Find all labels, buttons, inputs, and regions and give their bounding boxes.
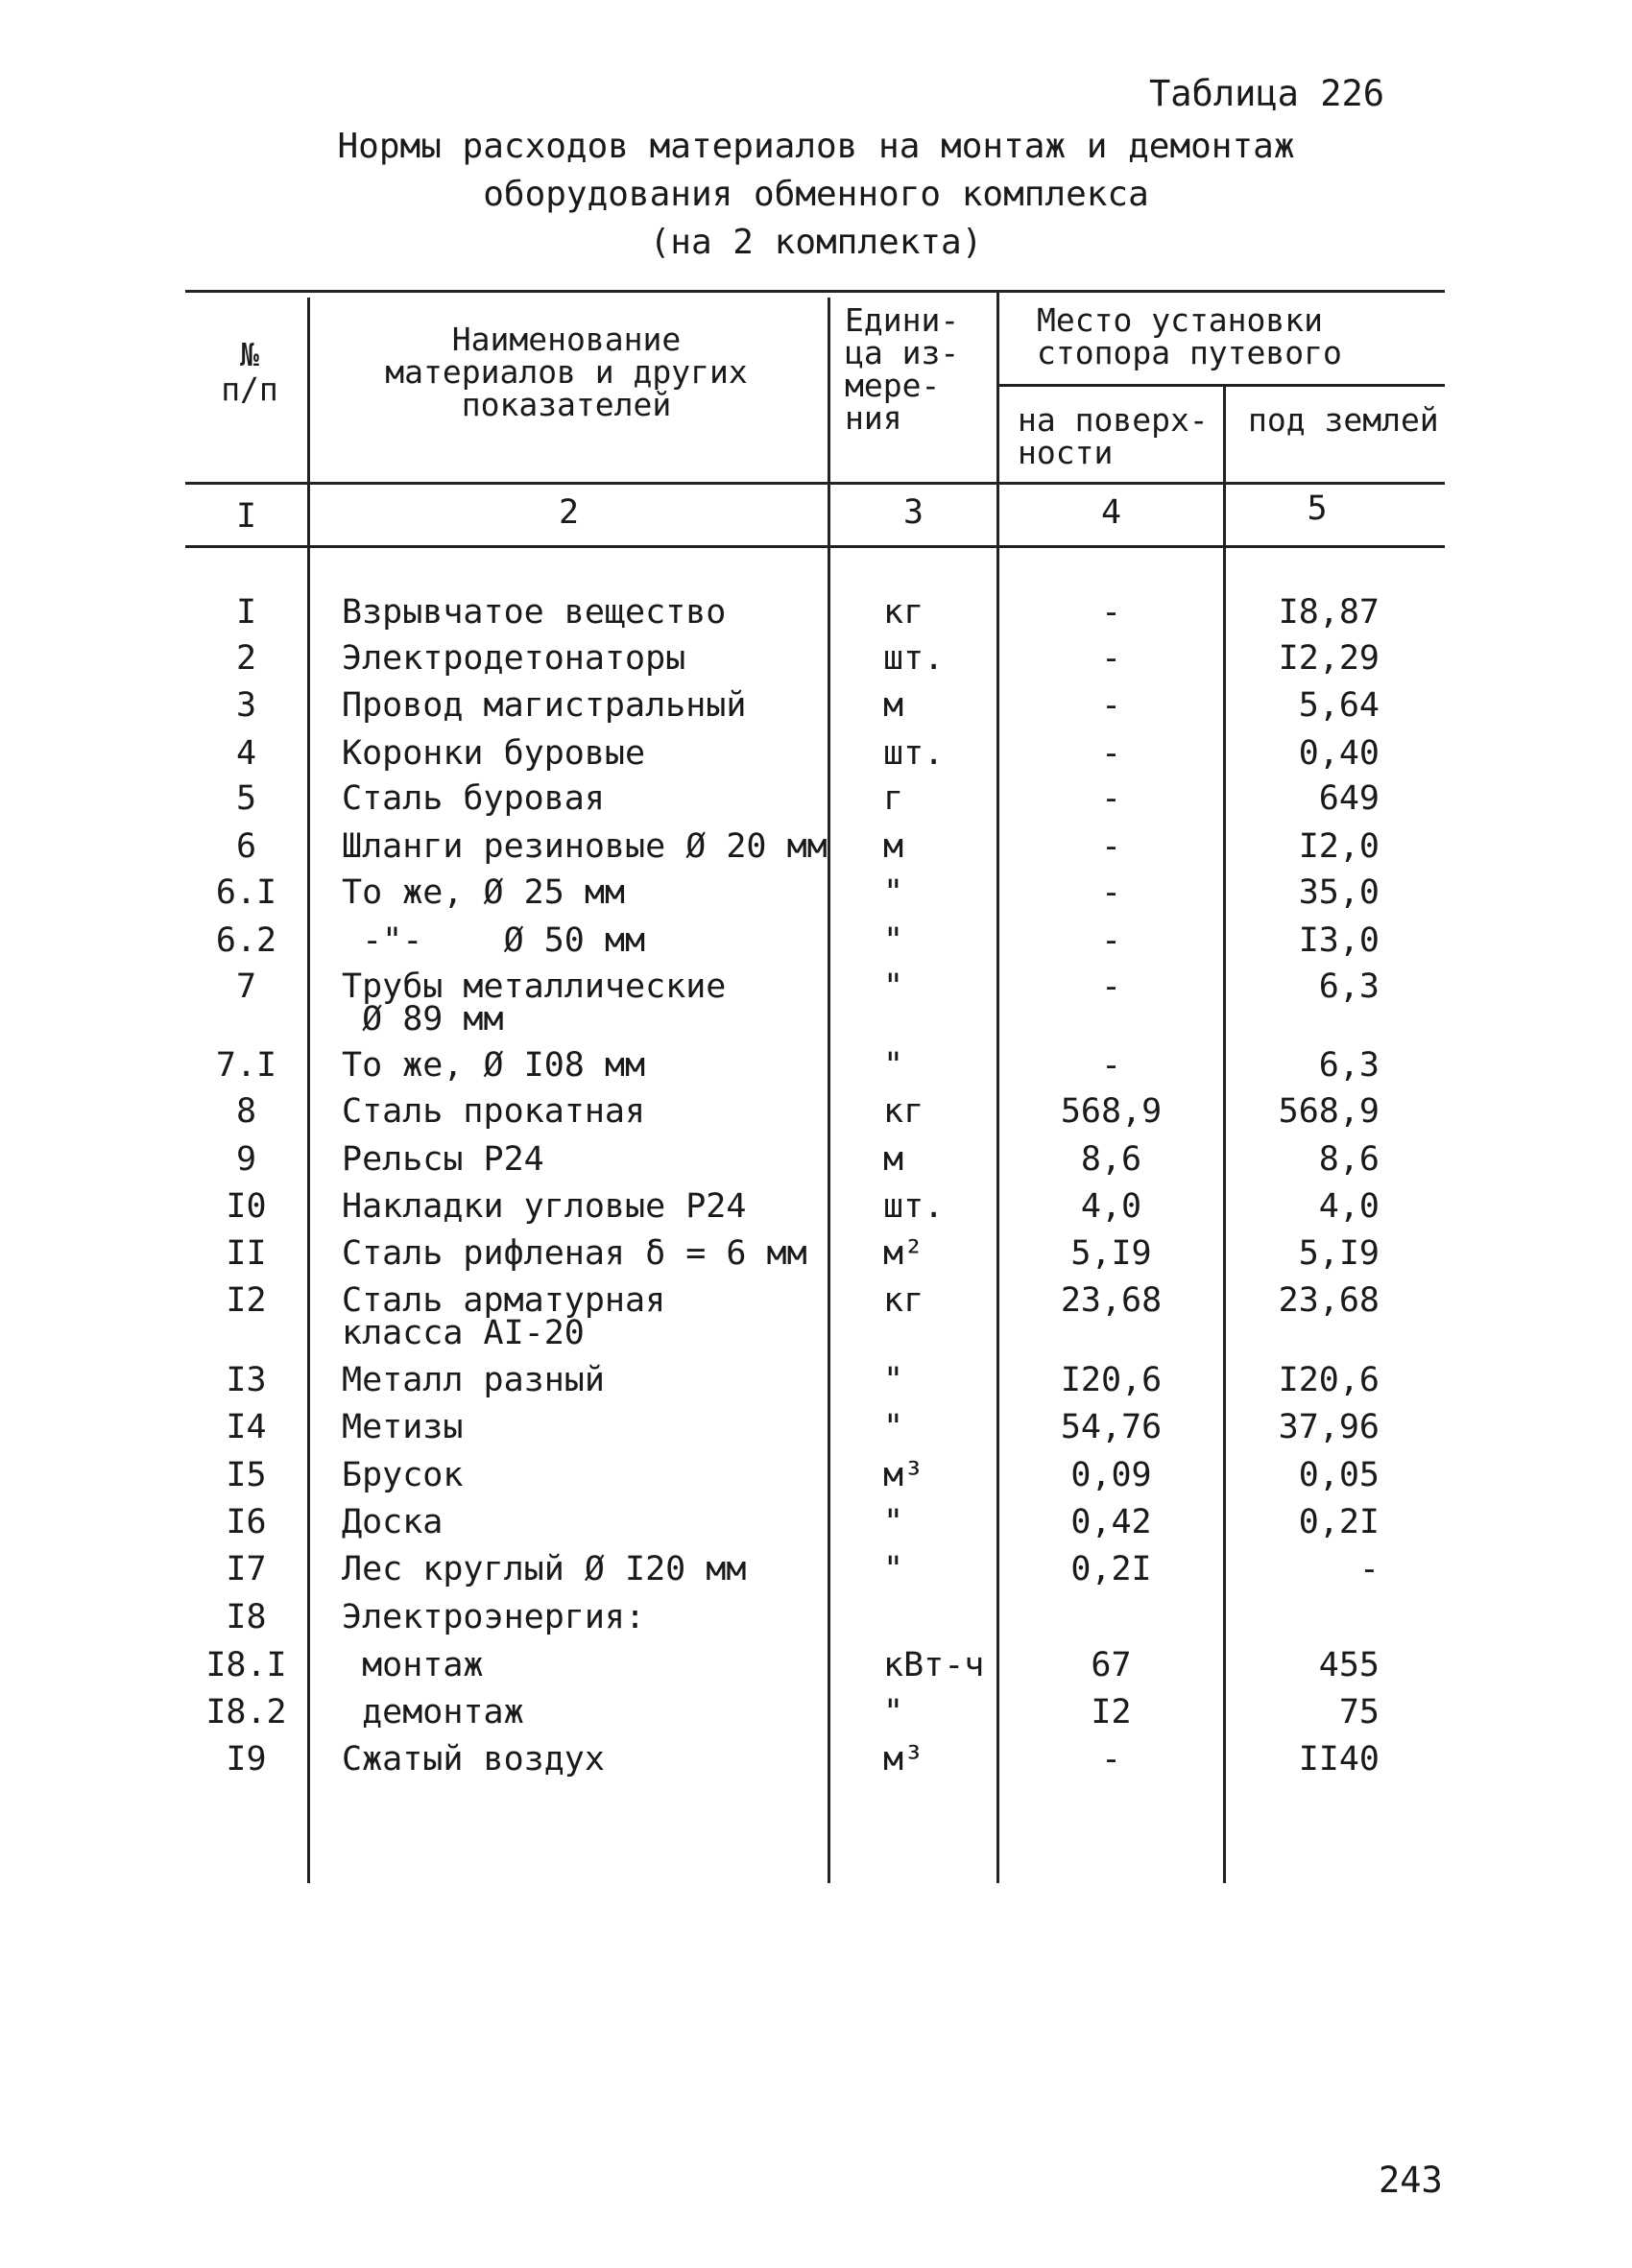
col-number-2: 2: [558, 493, 580, 532]
table-label: Таблица 226: [1149, 73, 1385, 114]
col-number-1: I: [235, 497, 257, 536]
row-underground: 455: [1318, 1646, 1380, 1684]
row-name: -"- Ø 50 мм: [342, 921, 646, 960]
row-name: Лес круглый Ø I20 мм: [342, 1550, 747, 1588]
row-name: Брусок: [342, 1456, 464, 1494]
row-number: I8.I: [205, 1646, 287, 1684]
row-surface: 568,9: [1060, 1092, 1163, 1131]
row-underground: 75: [1338, 1693, 1380, 1731]
row-name: Электроэнергия:: [342, 1598, 646, 1636]
row-surface: -: [1100, 686, 1122, 725]
table-title-line-3: (на 2 комплекта): [649, 223, 983, 262]
row-name: Взрывчатое вещество: [342, 593, 727, 632]
row-number: 6.2: [215, 921, 277, 960]
row-name: монтаж: [342, 1646, 484, 1684]
table-title-line-1: Нормы расходов материалов на монтаж и демонтаж: [337, 127, 1295, 166]
row-number: 3: [235, 686, 257, 725]
row-surface: -: [1100, 873, 1122, 912]
row-number: I7: [226, 1550, 267, 1588]
row-name: То же, Ø 25 мм: [342, 873, 626, 912]
row-unit: ": [883, 1046, 904, 1085]
row-unit: ": [883, 1503, 904, 1541]
row-unit: кг: [883, 593, 924, 632]
row-surface: -: [1100, 779, 1122, 818]
row-surface: 0,42: [1070, 1503, 1152, 1541]
row-name: Металл разный: [342, 1361, 605, 1399]
row-name: То же, Ø I08 мм: [342, 1046, 646, 1085]
row-surface: -: [1100, 921, 1122, 960]
col-divider-2: [828, 298, 830, 1883]
row-name: Сталь рифленая δ = 6 мм: [342, 1234, 807, 1273]
row-name: Сжатый воздух: [342, 1740, 605, 1779]
row-surface: -: [1100, 1740, 1122, 1779]
row-underground: 0,2I: [1298, 1503, 1380, 1541]
row-unit: шт.: [883, 639, 945, 678]
row-underground: 23,68: [1278, 1281, 1380, 1320]
row-underground: 5,64: [1298, 686, 1380, 725]
col-number-4: 4: [1100, 493, 1122, 532]
row-number: II: [226, 1234, 267, 1273]
row-underground: 8,6: [1318, 1140, 1380, 1179]
header-underground: под землей: [1248, 401, 1439, 439]
row-surface: 0,09: [1070, 1456, 1152, 1494]
row-underground: I8,87: [1278, 593, 1380, 632]
row-name: демонтаж: [342, 1693, 524, 1731]
row-surface: 67: [1091, 1646, 1132, 1684]
row-number: 6.I: [215, 873, 277, 912]
row-unit: ": [883, 1693, 904, 1731]
row-unit: ": [883, 1361, 904, 1399]
row-unit: ": [883, 1550, 904, 1588]
row-name: Сталь прокатная: [342, 1092, 646, 1131]
rule-header-bottom: [185, 482, 1445, 485]
row-number: I: [235, 593, 257, 632]
row-unit: шт.: [883, 734, 945, 773]
row-unit: м³: [883, 1456, 924, 1494]
row-underground: 568,9: [1278, 1092, 1380, 1131]
row-surface: I2: [1091, 1693, 1132, 1731]
row-unit: м²: [883, 1234, 924, 1273]
row-name: Сталь буровая: [342, 779, 605, 818]
row-number: 7.I: [215, 1046, 277, 1085]
row-number: 2: [235, 639, 257, 678]
row-underground: 0,40: [1298, 734, 1380, 773]
row-surface: I20,6: [1060, 1361, 1163, 1399]
row-surface: -: [1100, 1046, 1122, 1085]
row-underground: I2,29: [1278, 639, 1380, 678]
row-number: 7: [235, 967, 257, 1006]
row-unit: м: [883, 1140, 904, 1179]
row-name: Коронки буровые: [342, 734, 646, 773]
table-title-line-2: оборудования обменного комплекса: [483, 175, 1149, 214]
row-name: Провод магистральный: [342, 686, 747, 725]
row-underground: I3,0: [1298, 921, 1380, 960]
row-unit: ": [883, 1408, 904, 1446]
row-unit: г: [883, 779, 904, 818]
row-unit: кВт-ч: [883, 1646, 985, 1684]
row-unit: м: [883, 686, 904, 725]
page-number: 243: [1379, 2160, 1443, 2201]
row-surface: -: [1100, 734, 1122, 773]
row-surface: -: [1100, 639, 1122, 678]
row-underground: 37,96: [1278, 1408, 1380, 1446]
row-underground: II40: [1298, 1740, 1380, 1779]
row-surface: 4,0: [1080, 1187, 1142, 1226]
row-unit: кг: [883, 1281, 924, 1320]
row-number: 6: [235, 827, 257, 866]
row-surface: -: [1100, 593, 1122, 632]
row-surface: -: [1100, 827, 1122, 866]
row-unit: м³: [883, 1740, 924, 1779]
row-number: I2: [226, 1281, 267, 1320]
col-number-3: 3: [902, 493, 924, 532]
row-number: I4: [226, 1408, 267, 1446]
row-unit: м: [883, 827, 904, 866]
row-underground: 6,3: [1318, 1046, 1380, 1085]
row-surface: 0,2I: [1070, 1550, 1152, 1588]
row-number: 8: [235, 1092, 257, 1131]
row-underground: 6,3: [1318, 967, 1380, 1006]
row-unit: шт.: [883, 1187, 945, 1226]
row-number: I8: [226, 1598, 267, 1636]
row-number: 5: [235, 779, 257, 818]
row-number: 9: [235, 1140, 257, 1179]
row-number: I9: [226, 1740, 267, 1779]
row-surface: 5,I9: [1070, 1234, 1152, 1273]
row-number: I8.2: [205, 1693, 287, 1731]
row-surface: 54,76: [1060, 1408, 1163, 1446]
row-name: Шланги резиновые Ø 20 мм: [342, 827, 828, 866]
row-surface: -: [1100, 967, 1122, 1006]
row-name: Ø 89 мм: [342, 1000, 504, 1039]
rule-colnum-bottom: [185, 545, 1445, 548]
row-name: класса AI-20: [342, 1314, 585, 1352]
row-surface: 8,6: [1080, 1140, 1142, 1179]
row-number: I6: [226, 1503, 267, 1541]
row-underground: 5,I9: [1298, 1234, 1380, 1273]
row-name: Накладки угловые Р24: [342, 1187, 747, 1226]
row-name: Доска: [342, 1503, 444, 1541]
row-number: I0: [226, 1187, 267, 1226]
col-number-5: 5: [1307, 489, 1328, 528]
row-unit: ": [883, 967, 904, 1006]
row-number: I3: [226, 1361, 267, 1399]
row-number: 4: [235, 734, 257, 773]
rule-place-split: [998, 384, 1445, 387]
row-name: Метизы: [342, 1408, 464, 1446]
row-unit: кг: [883, 1092, 924, 1131]
row-surface: 23,68: [1060, 1281, 1163, 1320]
rule-top: [185, 290, 1445, 293]
col-divider-1: [307, 298, 310, 1883]
row-unit: ": [883, 921, 904, 960]
row-name: Сталь арматурная: [342, 1281, 666, 1320]
row-underground: I20,6: [1278, 1361, 1380, 1399]
row-name: Рельсы Р24: [342, 1140, 544, 1179]
row-underground: I2,0: [1298, 827, 1380, 866]
row-underground: 649: [1318, 779, 1380, 818]
row-underground: 35,0: [1298, 873, 1380, 912]
row-number: I5: [226, 1456, 267, 1494]
row-underground: -: [1358, 1550, 1380, 1588]
row-name: Трубы металлические: [342, 967, 727, 1006]
row-name: Электродетонаторы: [342, 639, 686, 678]
row-unit: ": [883, 873, 904, 912]
row-underground: 0,05: [1298, 1456, 1380, 1494]
row-underground: 4,0: [1318, 1187, 1380, 1226]
